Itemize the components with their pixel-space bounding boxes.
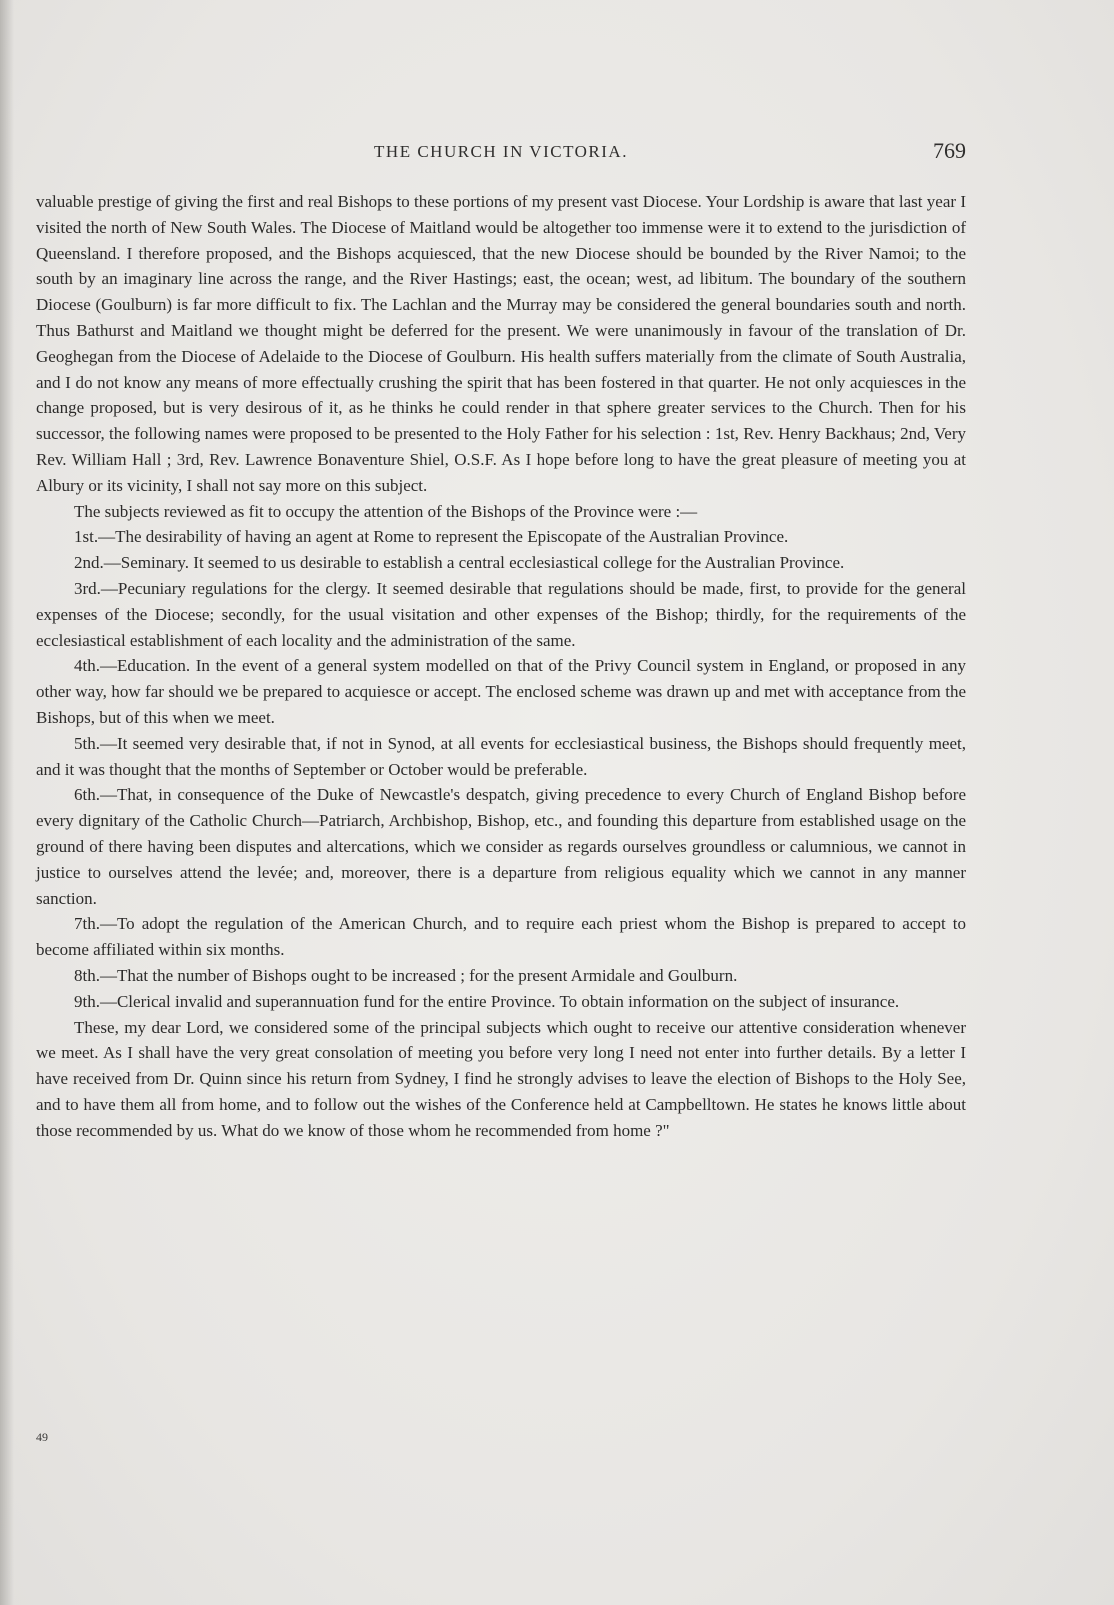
body-text (36, 189, 966, 1143)
paragraph-item-6: 6th.—That, in consequence of the Duke of Newcastle's despatch, giving precedence to every Church of England Bishop before every dignitary of the Catholic Church—Patriarch, Archbishop, Bishop, etc., and founding this departure from established usage on the ground of there having been disputes and altercations, which we consider as regards ourselves groundless or calumnious, we cannot in justice to ourselves attend the levée; and, moreover, there is a departure from religious equality which we cannot in any manner sanction. (36, 785, 966, 908)
paragraph-continuation: valuable prestige of giving the first and real Bishops to these portions of my present vast Diocese. Your Lordship is aware that last year I visited the north of New South Wales. The Diocese of Maitland would be altogether too immense were it to extend to the jurisdiction of Queensland. I therefore proposed, and the Bishops acquiesced, that the new Diocese should be bounded by the River Namoi; to the south by an imaginary line across the range, and the River Hastings; east, the ocean; west, ad libitum. The boundary of the southern Diocese (Goulburn) is far more difficult to fix. The Lachlan and the Murray may be considered the general boundaries south and north. Thus Bathurst and Maitland we thought might be deferred for the present. We were unanimously in favour of the translation of Dr. Geoghegan from the Diocese of Adelaide to the Diocese of Goulburn. His health suffers materially from the climate of South Australia, and I do not know any means of more effectually crushing the spirit that has been fostered in that quarter. He not only acquiesces in the change proposed, but is very desirous of it, as he thinks he could render in that sphere greater services to the Church. Then for his successor, the following names were proposed to be presented to the Holy Father for his selection : 1st, Rev. Henry Backhaus; 2nd, Very Rev. William Hall ; 3rd, Rev. Lawrence Bonaventure Shiel, O.S.F. As I hope before long to have the great pleasure of meeting you at Albury or its vicinity, I shall not say more on this subject. (36, 192, 966, 495)
paragraph-item-7: 7th.—To adopt the regulation of the American Church, and to require each priest whom the Bishop is prepared to accept to become affiliated within six months. (36, 914, 966, 960)
running-title: THE CHURCH IN VICTORIA. (374, 142, 628, 161)
paragraph-subjects-intro: The subjects reviewed as fit to occupy the attention of the Bishops of the Province were :— (74, 501, 698, 521)
paragraph-item-9: 9th.—Clerical invalid and superannuation fund for the entire Province. To obtain information on the subject of insurance. (74, 991, 900, 1011)
page-number: 769 (933, 138, 966, 163)
spine-shadow (0, 0, 14, 1605)
paragraph-closing: These, my dear Lord, we considered some of the principal subjects which ought to receive our attentive consideration whenever we meet. As I shall have the very great consolation of meeting you before very long I need not enter into further details. By a letter I have received from Dr. Quinn since his return from Sydney, I find he strongly advises to leave the election of Bishops to the Holy See, and to have them all from home, and to follow out the wishes of the Conference held at Campbelltown. He states he knows little about those recommended by us. What do we know of those whom he recommended from home ?" (36, 1017, 966, 1140)
paragraph-item-1: 1st.—The desirability of having an agent at Rome to represent the Episcopate of the Australian Province. (74, 527, 789, 547)
paragraph-item-3: 3rd.—Pecuniary regulations for the clergy. It seemed desirable that regulations should be made, first, to provide for the general expenses of the Diocese; secondly, for the usual visitation and other expenses of the Bishop; thirdly, for the requirements of the ecclesiastical establishment of each locality and the administration of the same. (36, 578, 966, 650)
running-head (36, 138, 966, 168)
paragraph-item-8: 8th.—That the number of Bishops ought to be increased ; for the present Armidale and Goulburn. (74, 965, 738, 985)
signature-mark: 49 (36, 1430, 48, 1444)
paragraph-item-5: 5th.—It seemed very desirable that, if not in Synod, at all events for ecclesiastical business, the Bishops should frequently meet, and it was thought that the months of September or October would be preferable. (36, 733, 966, 779)
paragraph-item-2: 2nd.—Seminary. It seemed to us desirable to establish a central ecclesiastical college for the Australian Province. (74, 553, 845, 573)
paragraph-item-4: 4th.—Education. In the event of a general system modelled on that of the Privy Council system in England, or proposed in any other way, how far should we be prepared to acquiesce or accept. The enclosed scheme was drawn up and met with acceptance from the Bishops, but of this when we meet. (36, 656, 966, 727)
